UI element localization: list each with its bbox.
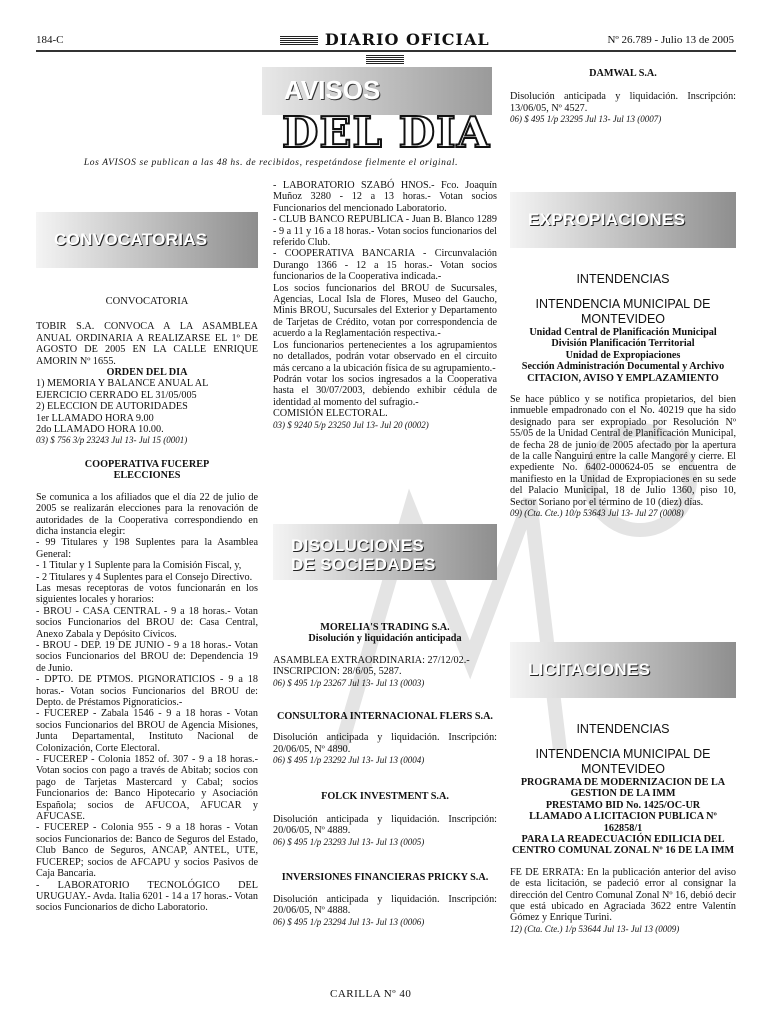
pricky-ref: 06) $ 495 1/p 23294 Jul 13- Jul 13 (0006) — [273, 916, 425, 927]
exp-text: Se hace público y se notifica propietarios, del bien inmueble empadronado con el No. 40219 que ha sido designado para ser expropiado por Resolución Nº 55/05 de la Unidad Central de Planificación Municipal, de fecha 28 de junio de 2005 afectado por la apertura de la calle Ñanguirú entre la calle Mangoré y cierre. El expediente No. 6402-000624-05 se encuentra de manifiesto en la Unidad de Expropiaciones en su sede del Palacio Municipal, 18 de Julio 1360, piso 10, Sector Soriano por el término de 10 (diez) días. — [510, 394, 736, 508]
folck-text: Disolución anticipada y liquidación. Inscripción: 20/06/05, Nº 4889. — [273, 814, 497, 837]
morelia-text: ASAMBLEA EXTRAORDINARIA: 27/12/02.- INSCRIPCION: 28/6/05, 5287. — [273, 654, 470, 678]
damwal-ref: 06) $ 495 1/p 23295 Jul 13- Jul 13 (0007) — [510, 114, 662, 125]
masthead-ornament-left — [280, 36, 318, 45]
section-expropiaciones: EXPROPIACIONES — [510, 192, 736, 248]
tobir-text: TOBIR S.A. CONVOCA A LA ASAMBLEA ANUAL ORDINARIA A REALIZARSE EL 1º DE AGOSTO DE 2005 EN LA CALLE ENRIQUE AMORIN Nº 1655. — [36, 321, 258, 367]
issue-info: Nº 26.789 - Julio 13 de 2005 — [607, 34, 734, 46]
del-dia-title: DEL DIA — [282, 108, 491, 157]
lic-text: FE DE ERRATA: En la publicación anterior del aviso de esta licitación, se padeció error al consignar la dirección del Centro Comunal Zonal Nº 16, debió decir que está ubicado en Agraciada 3622 entre Valentín Gómez y Enrique Turini. — [510, 866, 736, 924]
masthead — [265, 30, 505, 68]
lic-ref: 12) (Cta. Cte.) 1/p 53644 Jul 13- Jul 13 (0009) — [510, 923, 680, 934]
column-2-top — [273, 180, 497, 431]
fucerep-text: Se comunica a los afiliados que el día 22 de julio de 2005 se realizarán elecciones para la renovación de autoridades de la Cooperativa correspondiendo en dicha instancia elegir: - 99 Titulares y 198 Suplentes para la Asamblea General: - 1 Titular y 1 Suplente para la Comisión Fiscal, y, - 2 Titulares y 4 Suplentes para el Consejo Directivo. Las mesas receptoras de votos funcionarán en los siguientes locales y horarios: - BROU - CASA CENTRAL - 9 a 18 horas.- Votan socios Funcionarios del BROU de: Casa Central, Anexo Zabala y Depósito Cívicos. - BROU - DEP. 19 DE JUNIO - 9 a 18 horas.- Votan socios Funcionarios del BROU de: Dependencia 19 de Junio. - DPTO. DE PTMOS. PIGNORATICIOS - 9 a 18 horas.- Votan socios Funcionarios del BROU de: Depto. de Préstamos Pignoraticios.- - FUCEREP - Zabala 1546 - 9 a 18 horas - Votan socios Funcionarios del BROU de Agencia Misiones, Junta Departamental, Instituto Nacional de Colonización, Corte Electoral. - FUCEREP - Colonia 1852 of. 307 - 9 a 18 horas.- Votan socios con pago a través de Abitab; socios con pago de Tarjetas Mastercard y Cabal; socios Funcionarios de: Banco Hipotecario y Asociación Española; socios de AFUCOA, AFUCAR y AFUCASE. - FUCEREP - Colonia 955 - 9 a 18 horas - Votan socios Funcionarios de: Banco de Seguros del Estado, Club Banco de Seguros, ANCAP, ANTEL, UTE, FUCEREP; socios de AFCAPU y socios Pasivos de Caja Bancaria. - LABORATORIO TECNOLÓGICO DEL URUGUAY.- Avda. Italia 6201 - 14 a 17 horas.- Votan socios Funcionarios de dicho Laboratorio. — [36, 491, 258, 914]
publication-note: Los AVISOS se publican a las 48 hs. de recibidos, respetándose fielmente el original. — [83, 158, 459, 168]
lic-programa: PROGRAMA DE MODERNIZACION DE LA GESTION DE LA IMM PRESTAMO BID No. 1425/OC-UR LLAMADO A LICITACION PUBLICA Nº 162858/1 PARA LA READECUACIÓN EDILICIA DEL CENTRO COMUNAL ZONAL Nº 16 DE LA IMM — [511, 777, 735, 857]
header-rule — [36, 50, 736, 52]
column-2-bottom — [273, 622, 497, 928]
disoluciones-line-1: DISOLUCIONES — [291, 536, 425, 555]
section-convocatorias: CONVOCATORIAS — [36, 212, 258, 268]
exp-ref: 09) (Cta. Cte.) 10/p 53643 Jul 13- Jul 27 (0008) — [510, 508, 684, 519]
fucerep-continued: - LABORATORIO SZABÓ HNOS.- Fco. Joaquín Muñoz 3280 - 12 a 13 horas.- Votan socios Funcionarios del mencionado Laboratorio. - CLUB BANCO REPUBLICA - Juan B. Blanco 1289 - 9 a 11 y 16 a 18 horas.- Votan socios funcionarios del referido Club. - COOPERATIVA BANCARIA - Circunvalación Durango 1366 - 12 a 15 horas.- Votan socios funcionarios de la Cooperativa indicada.- Los socios funcionarios del BROU de Sucursales, Agencias, Local Isla de Flores, Museo del Gaucho, Minis BROU, Sucursales del Exterior y Departamento de Tarjetas de Crédito, votan por correspondencia de acuerdo a la Reglamentación respectiva.- Los funcionarios pertenecientes a los agrupamientos no detallados, podrán votar observado en el circuito más cercano a la ubicación física de su agrupamiento.- Podrán votar los socios ingresados a la Cooperativa hasta el 30/07/2003, debiendo exhibir cédula de identidad al momento del sufragio.- COMISIÓN ELECTORAL. — [273, 180, 497, 420]
flers-title: CONSULTORA INTERNACIONAL FLERS S.A. — [277, 711, 493, 723]
fucerep-title: COOPERATIVA FUCEREP ELECCIONES — [84, 458, 210, 482]
orden-del-dia: ORDEN DEL DIA — [106, 367, 188, 379]
flers-ref: 06) $ 495 1/p 23292 Jul 13- Jul 13 (0004) — [273, 755, 425, 766]
damwal-text: Disolución anticipada y liquidación. Inscripción: 13/06/05, Nº 4527. — [510, 91, 736, 114]
tobir-ref: 03) $ 756 3/p 23243 Jul 13- Jul 15 (0001) — [36, 435, 188, 446]
column-1 — [36, 296, 258, 914]
flers-text: Disolución anticipada y liquidación. Inscripción: 20/06/05, Nº 4890. — [273, 732, 497, 755]
column-3-top — [510, 68, 736, 126]
pricky-title: INVERSIONES FINANCIERAS PRICKY S.A. — [281, 872, 489, 884]
pricky-text: Disolución anticipada y liquidación. Inscripción: 20/06/05, Nº 4888. — [273, 893, 497, 917]
section-disoluciones — [273, 524, 497, 580]
disoluciones-line-2: DE SOCIEDADES — [291, 555, 436, 574]
folck-ref: 06) $ 495 1/p 23293 Jul 13- Jul 13 (0005) — [273, 836, 425, 847]
exp-intendencias: INTENDENCIAS — [576, 272, 670, 286]
morelia-title: MORELIA'S TRADING S.A. — [320, 622, 450, 633]
column-3-bottom — [510, 722, 736, 935]
avisos-banner: AVISOS — [262, 67, 492, 115]
footer-carilla: CARILLA Nº 40 — [330, 988, 412, 1000]
orden-items: 1) MEMORIA Y BALANCE ANUAL AL EJERCICIO CERRADO EL 31/05/005 2) ELECCION DE AUTORIDADES 1er LLAMADO HORA 9.00 2do LLAMADO HORA 10.00. — [36, 378, 208, 436]
fucerep-ref: 03) $ 9240 5/p 23250 Jul 13- Jul 20 (0002) — [273, 419, 429, 430]
lic-intendencias: INTENDENCIAS — [576, 722, 670, 736]
convocatoria-title: CONVOCATORIA — [105, 296, 189, 307]
exp-intendencia-mvd: INTENDENCIA MUNICIPAL DE MONTEVIDEO — [535, 297, 711, 326]
column-3-mid — [510, 272, 736, 520]
page-number: 184-C — [36, 34, 64, 46]
folck-title: FOLCK INVESTMENT S.A. — [321, 790, 449, 802]
morelia-ref: 06) $ 495 1/p 23267 Jul 13- Jul 13 (0003) — [273, 677, 425, 688]
lic-intendencia-mvd: INTENDENCIA MUNICIPAL DE MONTEVIDEO — [535, 747, 711, 776]
damwal-title: DAMWAL S.A. — [589, 68, 657, 79]
masthead-title: DIARIO OFICIAL — [324, 30, 490, 49]
masthead-ornament-right — [366, 55, 404, 64]
morelia-subtitle: Disolución y liquidación anticipada — [308, 633, 462, 645]
section-licitaciones: LICITACIONES — [510, 642, 736, 698]
exp-unidad: Unidad Central de Planificación Municipal División Planificación Territorial Unidad de Expropiaciones Sección Administración Documental y Archivo CITACION, AVISO Y EMPLAZAMIENTO — [521, 327, 725, 384]
